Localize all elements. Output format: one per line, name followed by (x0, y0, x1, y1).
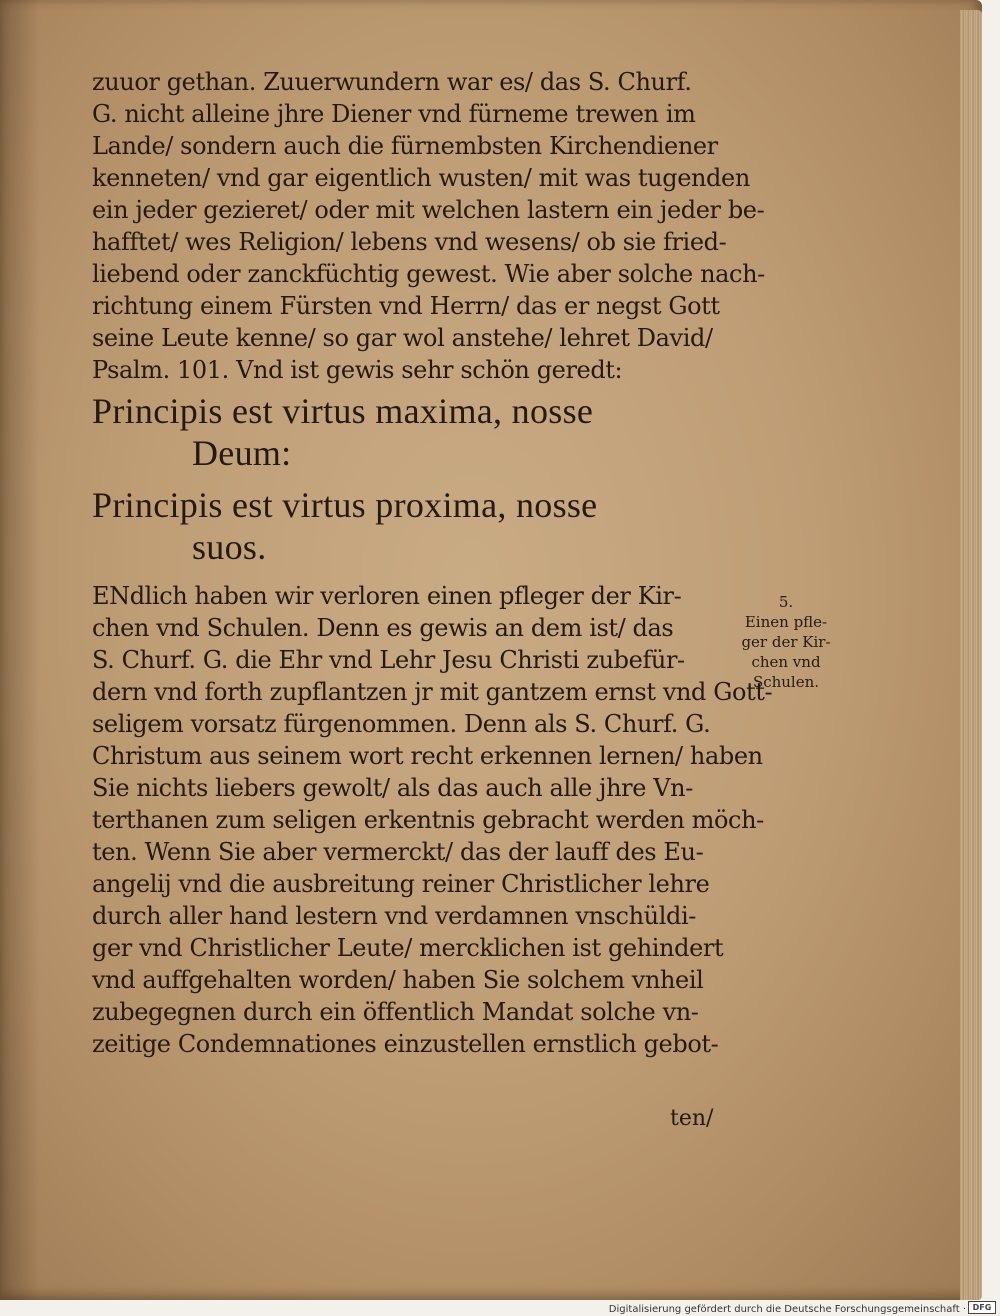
text-line: ENdlich haben wir verloren einen pfleger der Kir- (92, 582, 682, 610)
marginal-line: 5. (778, 593, 794, 611)
text-line: hafftet/ wes Religion/ lebens vnd wesens/ ob sie fried- (92, 228, 727, 256)
text-line: zuuor gethan. Zuuerwundern war es/ das S. Churf. (92, 68, 692, 96)
marginal-note (726, 592, 846, 692)
text-line: ein jeder gezieret/ oder mit welchen lastern ein jeder be- (92, 196, 765, 224)
text-line: S. Churf. G. die Ehr vnd Lehr Jesu Christi zubefür- (92, 646, 685, 674)
text-line: zubegegnen durch ein öffentlich Mandat solche vn- (92, 998, 699, 1026)
marginal-line: Schulen. (752, 673, 820, 691)
page-edge (960, 10, 982, 1300)
text-line: ger vnd Christlicher Leute/ mercklichen ist gehindert (92, 934, 724, 962)
funding-credit: Digitalisierung gefördert durch die Deutsche Forschungsgemeinschaft · (608, 1304, 966, 1315)
footer-bar (0, 1300, 1000, 1316)
text-line: Lande/ sondern auch die fürnembsten Kirchendiener (92, 132, 718, 160)
text-line: Sie nichts liebers gewolt/ als das auch alle jhre Vn- (92, 774, 693, 802)
text-line: seine Leute kenne/ so gar wol anstehe/ lehret David/ (92, 324, 713, 352)
main-text (92, 66, 773, 1060)
paragraph (92, 580, 773, 1060)
text-line: vnd auffgehalten worden/ haben Sie solchem vnheil (92, 966, 704, 994)
text-line: ten. Wenn Sie aber vermerckt/ das der lauff des Eu- (92, 838, 704, 866)
marginal-line: chen vnd (751, 653, 821, 671)
text-line: angelij vnd die ausbreitung reiner Christlicher lehre (92, 870, 710, 898)
text-line: Christum aus seinem wort recht erkennen lernen/ haben (92, 742, 763, 770)
text-line: kenneten/ vnd gar eigentlich wusten/ mit was tugenden (92, 164, 750, 192)
text-line: liebend oder zanckfüchtig gewest. Wie aber solche nach- (92, 260, 765, 288)
marginal-line: ger der Kir- (741, 633, 831, 651)
text-line: durch aller hand lestern vnd verdamnen vnschüldi- (92, 902, 696, 930)
latin-verse-line: Deum: (192, 433, 292, 473)
latin-verse-line: Principis est virtus proxima, nosse (92, 485, 598, 525)
gutter-shadow (0, 0, 40, 1300)
text-line: richtung einem Fürsten vnd Herrn/ das er negst Gott (92, 292, 720, 320)
dfg-logo: DFG (968, 1301, 996, 1314)
text-line: dern vnd forth zupflantzen jr mit gantzem ernst vnd Gott- (92, 678, 773, 706)
text-line: terthanen zum seligen erkentnis gebracht werden möch- (92, 806, 764, 834)
latin-verse-line: suos. (192, 527, 267, 567)
text-line: chen vnd Schulen. Denn es gewis an dem ist/ das (92, 614, 674, 642)
text-line: seligem vorsatz fürgenommen. Denn als S. Churf. G. (92, 710, 711, 738)
latin-verse-line: Principis est virtus maxima, nosse (92, 391, 594, 431)
catchword: ten/ (670, 1106, 714, 1131)
text-line: Psalm. 101. Vnd ist gewis sehr schön geredt: (92, 356, 623, 384)
text-line: G. nicht alleine jhre Diener vnd fürneme trewen im (92, 100, 696, 128)
text-line: zeitige Condemnationes einzustellen ernstlich gebot- (92, 1030, 719, 1058)
marginal-line: Einen pfle- (744, 613, 828, 631)
